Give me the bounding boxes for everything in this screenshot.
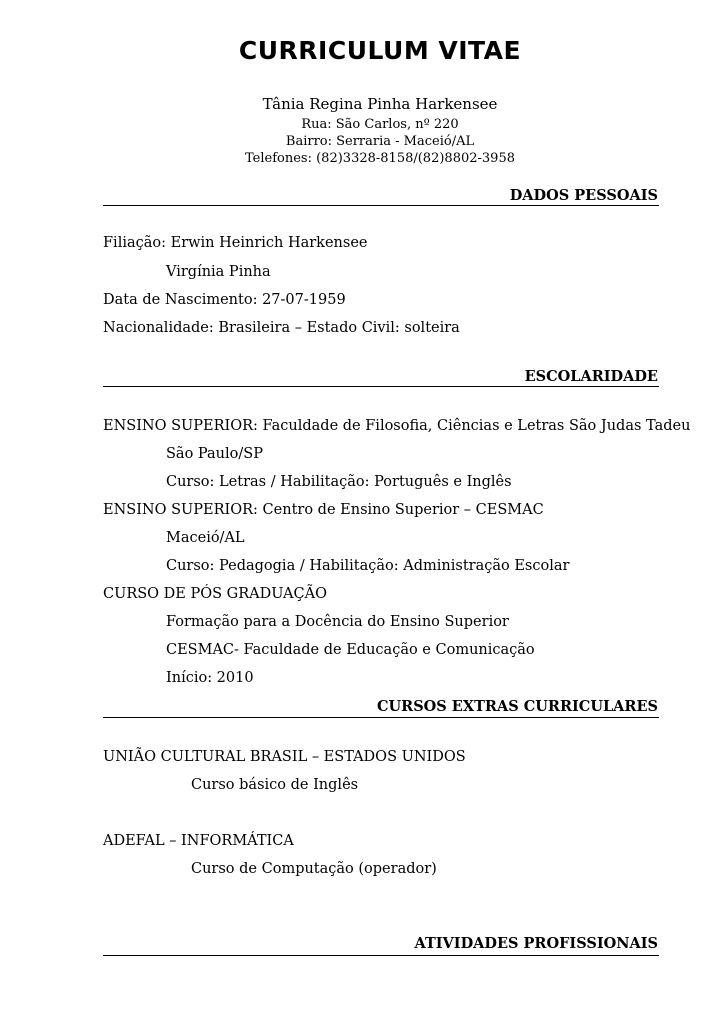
section-heading-dados-pessoais: DADOS PESSOAIS [509, 187, 658, 204]
education-city: São Paulo/SP [166, 446, 263, 462]
address-district: Bairro: Serraria - Maceió/AL [285, 134, 475, 149]
education-course: Curso: Pedagogia / Habilitação: Administração Escolar [166, 558, 570, 574]
section-heading-escolaridade: ESCOLARIDADE [524, 368, 658, 385]
education-start: Início: 2010 [166, 670, 254, 686]
address-street: Rua: São Carlos, nº 220 [301, 117, 459, 132]
section-divider [103, 386, 659, 387]
course-entry: UNIÃO CULTURAL BRASIL – ESTADOS UNIDOS [103, 749, 466, 765]
education-entry: CURSO DE PÓS GRADUAÇÃO [103, 586, 327, 602]
education-course: Formação para a Docência do Ensino Superior [166, 614, 509, 630]
section-heading-atividades: ATIVIDADES PROFISSIONAIS [414, 935, 658, 952]
course-detail: Curso de Computação (operador) [191, 861, 437, 877]
filiacao-line: Filiação: Erwin Heinrich Harkensee [103, 235, 368, 251]
education-institution: CESMAC- Faculdade de Educação e Comunicação [166, 642, 535, 658]
section-divider [103, 205, 659, 206]
course-detail: Curso básico de Inglês [191, 777, 359, 793]
section-divider [103, 955, 659, 956]
education-course: Curso: Letras / Habilitação: Português e Inglês [166, 474, 512, 490]
filiacao-mother: Virgínia Pinha [166, 264, 271, 280]
document-title: CURRICULUM VITAE [238, 36, 522, 65]
nationality: Nacionalidade: Brasileira – Estado Civil: solteira [103, 320, 460, 336]
phone-numbers: Telefones: (82)3328-8158/(82)8802-3958 [245, 151, 515, 166]
education-city: Maceió/AL [166, 530, 245, 546]
education-entry: ENSINO SUPERIOR: Centro de Ensino Superior – CESMAC [103, 502, 544, 518]
person-name: Tânia Regina Pinha Harkensee [262, 95, 498, 113]
birth-date: Data de Nascimento: 27-07-1959 [103, 292, 346, 308]
course-entry: ADEFAL – INFORMÁTICA [103, 833, 294, 849]
section-divider [103, 717, 659, 718]
education-entry: ENSINO SUPERIOR: Faculdade de Filosofia, Ciências e Letras São Judas Tadeu [103, 418, 691, 434]
section-heading-cursos-extras: CURSOS EXTRAS CURRICULARES [376, 698, 658, 715]
